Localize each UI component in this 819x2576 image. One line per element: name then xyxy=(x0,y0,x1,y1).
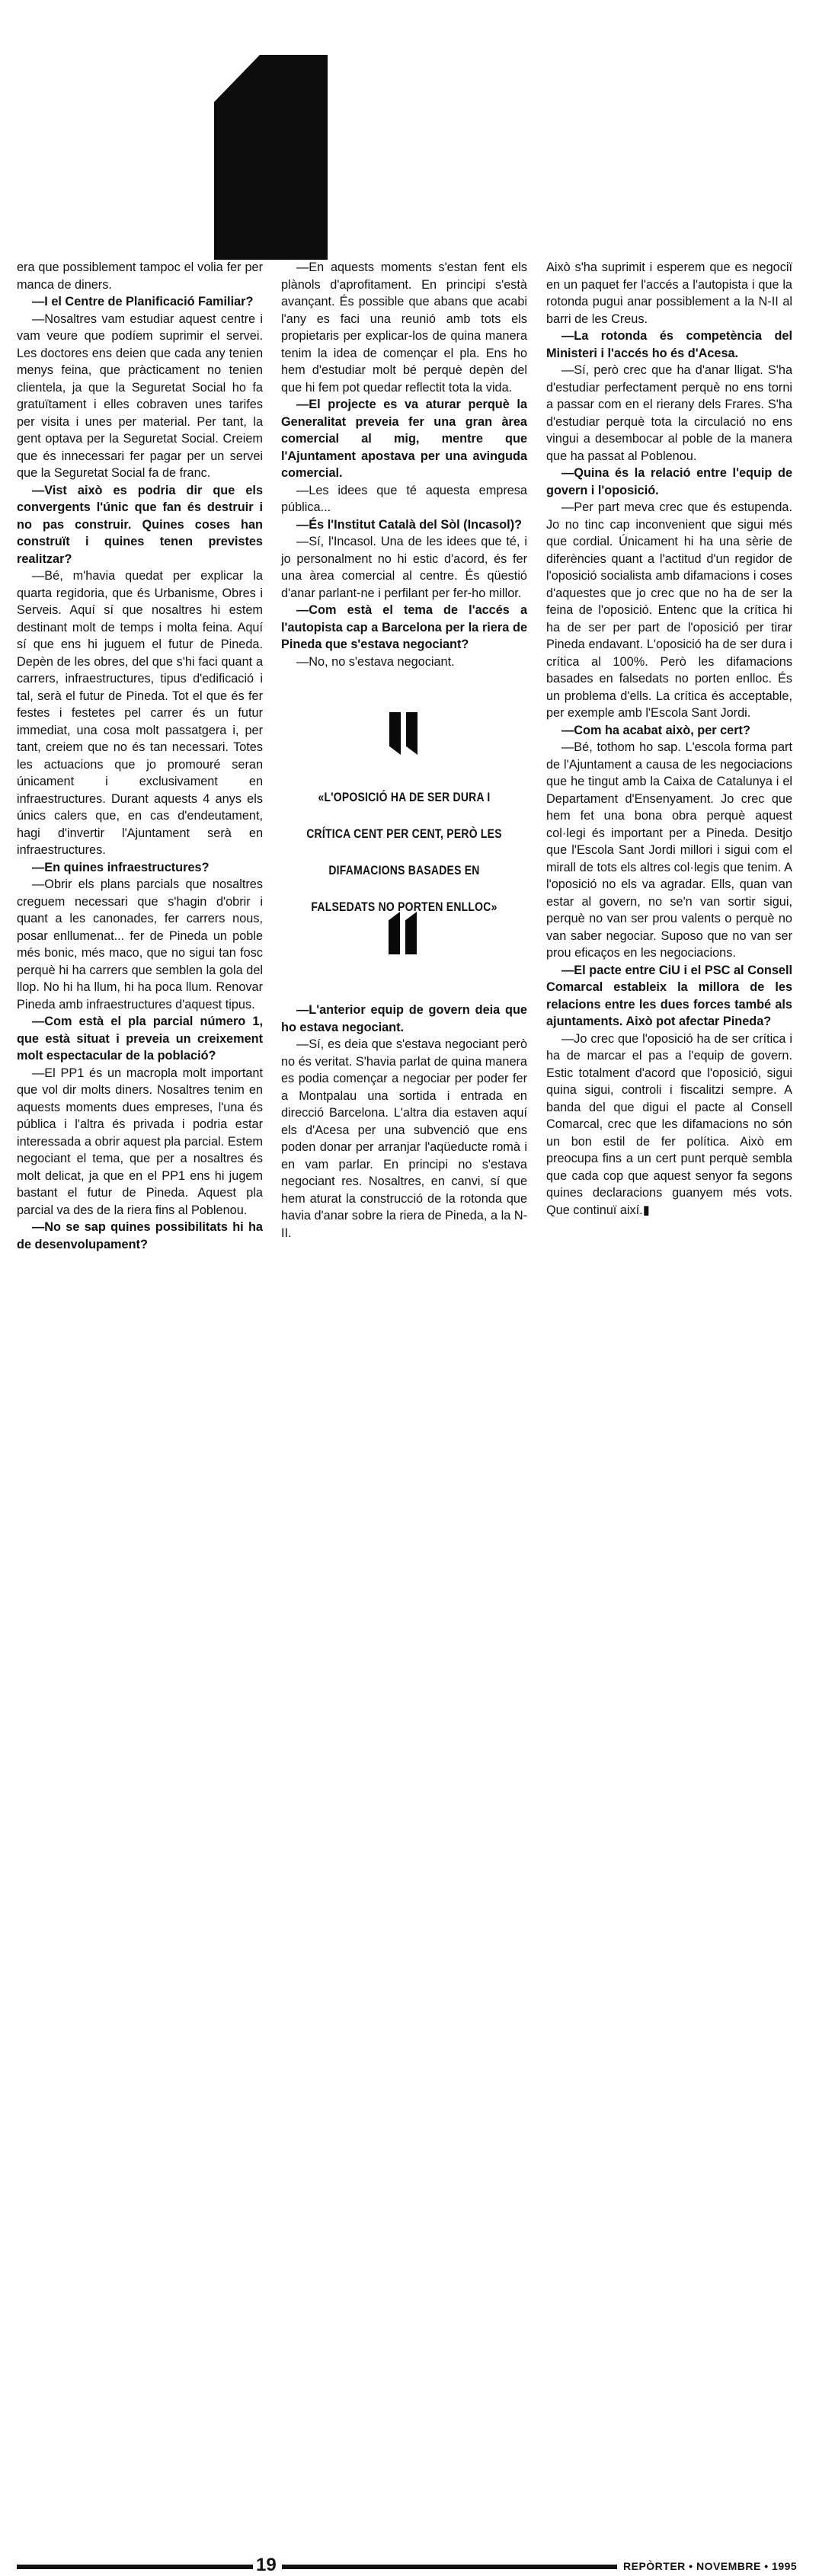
question-paragraph: —Com està el tema de l'accés a l'autopista cap a Barcelona per la riera de Pineda que s'estava negociant? xyxy=(281,603,527,651)
close-quote-icon xyxy=(389,912,419,954)
answer-paragraph: —Sí, es deia que s'estava negociant però no és veritat. S'havia parlat de quina manera es podia començar a negociar per poder fer a Montpalau una sortida i entrada en direcció Barcelona. L'altra dia estaven aquí els d'Acesa per una subvenció que ens poden donar per arranjar l'aqüeducte romà i en vam parlar. En principi no s'estava negociant res. Nosaltres, en canvi, sí que hem aturat la construcció de la rotonda que havia d'anar sobre la riera de Pineda, a la N-II. xyxy=(281,1037,527,1240)
pullquote-text: «L'OPOSICIÓ HA DE SER DURA I CRÍTICA CENT PER CENT, PERÒ LES DIFAMACIONS BASADES EN FALSEDATS NO PORTEN ENLLOC» xyxy=(306,790,502,914)
question-paragraph: —És l'Institut Català del Sòl (Incasol)? xyxy=(296,517,523,532)
answer-paragraph: —Nosaltres vam estudiar aquest centre i vam veure que podíem suprimir el servei. Les doctores ens deien que cada any tenien menys feina, que pràcticament no tenien clientela, ja que la Seguretat Social ho fa gratuïtament i elles cobraven unes tarifes per visita i unes per material. Per tant, la gent optava per la Seguretat Social. Creiem que és innecessari fer pagar per un servei que la Seguretat Social fa de franc. xyxy=(17,312,263,480)
photo-corner-cutout xyxy=(214,55,260,102)
question-paragraph: —I el Centre de Planificació Familiar? xyxy=(32,295,254,308)
question-paragraph: —En quines infraestructures? xyxy=(32,860,210,874)
answer-paragraph: —El PP1 és un macropla molt important que vol dir molts diners. Nosaltres tenim en aquests moments dues empreses, l'una és pública i l'altra és privada i podria estar interessada a obrir aquest pla parcial. Estem negociant el tema, que per a nosaltres és molt delicat, ja que en el PP1 ens hi jugem bastant el futur de Pineda. Aquest pla parcial va des de la riera fins al Poblenou. xyxy=(17,1066,263,1217)
column-2-bottom xyxy=(281,1002,527,1242)
footer-rule-right xyxy=(282,2565,617,2569)
column-3 xyxy=(546,259,792,1219)
answer-paragraph: —Per part meva crec que és estupenda. Jo no tinc cap inconvenient que sigui més que cordial. Únicament hi ha una sèrie de diferències quant a l'actitud d'un regidor de l'oposició socialista amb difamacions i coses d'aquestes que jo crec que no ha de ser la feina de l'oposició. Entenc que la crítica hi ha de ser per part de l'oposició per tirar Pineda endavant. L'oposició ha de ser dura i crítica al 100%. Però les difamacions basades en falsedats no porten enlloc. És un problema d'ells. La crítica és acceptable, per exemple amb l'Escola Sant Jordi. xyxy=(546,500,792,720)
answer-paragraph: era que possiblement tampoc el volia fer per manca de diners. xyxy=(17,260,263,292)
question-paragraph: —Com ha acabat això, per cert? xyxy=(561,723,750,737)
question-paragraph: —El pacte entre CiU i el PSC al Consell Comarcal estableix la millora de les relacions entre les dues forces també als ajuntaments. Això pot afectar Pineda? xyxy=(546,963,792,1028)
answer-paragraph: Això s'ha suprimit i esperem que es negociï en un paquet fer l'accés a l'autopista i que la rotonda pugui anar possiblement a la N-II al barri de les Creus. xyxy=(546,260,792,326)
footer-rule-left xyxy=(17,2565,253,2569)
answer-paragraph: —No, no s'estava negociant. xyxy=(296,654,455,669)
question-paragraph: —Vist això es podria dir que els convergents l'únic que fan és destruir i no pas construir. Quines coses han construït i quines tenen previstes realitzar? xyxy=(17,483,263,566)
question-paragraph: —No se sap quines possibilitats hi ha de desenvolupament? xyxy=(17,1220,263,1251)
answer-paragraph: —Bé, tothom ho sap. L'escola forma part de l'Ajuntament a causa de les negociacions que he tingut amb la Caixa de Catalunya i el Departament d'Ensenyament. Jo crec que hem fet una bona obra perquè aquest col·legi és important per a Pineda. Desitjo que l'Escola Sant Jordi millori i sigui com el mirall de tots els altres col·legis que tenim. A l'oposició no els va agradar. Ells, quan van estar al govern, no se'n van sortir sigui, perquè no van ser prou valents o perquè no van saber negociar. Suposo que no van ser prou eficaços en les negociacions. xyxy=(546,740,792,960)
answer-paragraph: —Obrir els plans parcials que nosaltres creguem necessari que s'hagin d'obrir i quant a les canonades, fer carrers nous, posar enllumenat... fer de Pineda un poble més bonic, més maco, que no sigui tan fosc perquè hi ha carrers que semblen la gola del llop. No hi ha llum, hi ha poca llum. Renovar Pineda amb infraestructures d'aquest tipus. xyxy=(17,877,263,1012)
folio: REPÒRTER • NOVEMBRE • 1995 xyxy=(623,2560,798,2572)
open-quote-icon xyxy=(389,712,420,755)
answer-paragraph: —En aquests moments s'estan fent els plànols d'aprofitament. En principi s'està avançant. És possible que abans que acabi l'any es faci una reunió amb tots els propietaris per explicar-los de quina manera tenim la idea de començar el pla. Ens ho hem d'estudiar molt bé perquè depèn del que hi fem pot quedar reflectit tota la vida. xyxy=(281,260,527,395)
pullquote xyxy=(281,712,527,960)
page-number: 19 xyxy=(256,2555,277,2575)
question-paragraph: —El projecte es va aturar perquè la Generalitat preveia fer una gran àrea comercial al mig, mentre que l'Ajuntament apostava per una avinguda comercial. xyxy=(281,398,527,480)
question-paragraph: —L'anterior equip de govern deia que ho estava negociant. xyxy=(281,1003,527,1034)
answer-paragraph: —Sí, l'Incasol. Una de les idees que té, i jo personalment no hi estic d'acord, és fer una àrea comercial al centre. És qüestió d'anar parlant-ne i perfilant per fer-ho millor. xyxy=(281,535,527,600)
answer-paragraph: —Jo crec que l'oposició ha de ser crítica i ha de marcar el pas a l'equip de govern. Estic totalment d'acord que l'oposició, sigui quina sigui, controli i fiscalitzi sempre. A banda del que digui el pacte al Consell Comarcal, crec que les difamacions no són un bon estil de fer política. Això em preocupa fins a un cert punt perquè sembla que cada cop que aquest senyor fa segons quines declaracions guanyem més vots. Que continuï així.▮ xyxy=(546,1031,792,1217)
column-1 xyxy=(17,259,263,1253)
column-2-top xyxy=(281,259,527,670)
question-paragraph: —La rotonda és competència del Ministeri i l'accés ho és d'Acesa. xyxy=(546,329,792,360)
answer-paragraph: —Les idees que té aquesta empresa pública... xyxy=(281,483,527,514)
answer-paragraph: —Bé, m'havia quedat per explicar la quarta regidoria, que és Urbanisme, Obres i Serveis. Aquí sí que nosaltres hi estem destinant molt de temps i molta feina. Aquí sí que ens hi juguem el futur de Pineda. Depèn de les obres, del que s'hi faci quant a carrers, infraestructures, tipus d'edificació i tal, serà el futur de Pineda. Tot el que és fer festes i festetes pel carrer és un futur immediat, una cosa molt passatgera i, per tant, creiem que no és tan necessari. Totes les actuacions que jo promouré seran únicament i exclusivament en infraestructures. Durant aquests 4 anys els únics calers que, en cas d'endeutament, hagi d'invertir l'Ajuntament serà en infraestructures. xyxy=(17,569,263,857)
page-footer xyxy=(0,1278,819,2575)
question-paragraph: —Com està el pla parcial número 1, que està situat i preveia un creixement molt espectacular de la població? xyxy=(17,1015,263,1063)
answer-paragraph: —Sí, però crec que ha d'anar lligat. S'ha d'estudiar perfectament perquè no ens torni a passar com en el rierany dels Frares. S'ha d'estudiar perquè tota la circulació no ens vingui a desembocar al poble de la manera que ha passat al Poblenou. xyxy=(546,363,792,463)
question-paragraph: —Quina és la relació entre l'equip de govern i l'oposició. xyxy=(546,466,792,497)
